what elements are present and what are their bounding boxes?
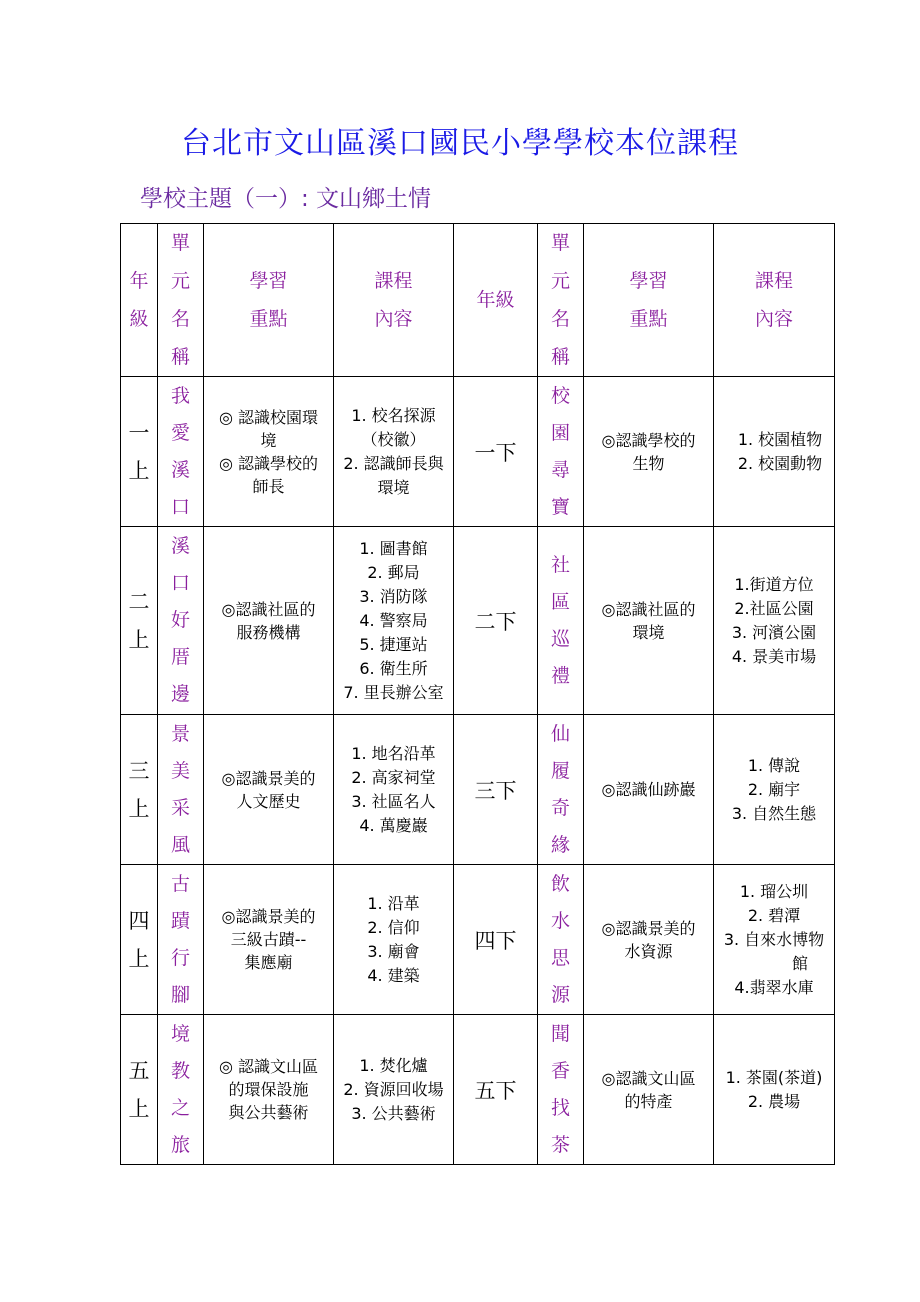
focus-cell-2: ◎認識仙跡巖 [584, 715, 714, 865]
focus-cell-2: ◎認識文山區 的特產 [584, 1015, 714, 1165]
header-grade-2: 年級 [454, 224, 538, 377]
content-cell-2: 1.街道方位 2.社區公園 3. 河濱公園 4. 景美市場 [714, 527, 835, 715]
grade-cell-2: 三下 [454, 715, 538, 865]
focus-cell: ◎認識景美的 人文歷史 [204, 715, 334, 865]
header-content: 課程 內容 [334, 224, 454, 377]
grade-cell-2: 四下 [454, 865, 538, 1015]
header-focus: 學習 重點 [204, 224, 334, 377]
table-header-row [121, 224, 835, 377]
grade-cell-2: 五下 [454, 1015, 538, 1165]
unit-cell: 我 愛 溪 口 [158, 377, 204, 527]
focus-cell: ◎ 認識文山區 的環保設施 與公共藝術 [204, 1015, 334, 1165]
table-row [121, 377, 835, 527]
header-unit-2: 單 元 名 稱 [538, 224, 584, 377]
grade-cell-2: 二下 [454, 527, 538, 715]
content-cell-2: 1. 傳說 2. 廟宇 3. 自然生態 [714, 715, 835, 865]
grade-cell-2: 一下 [454, 377, 538, 527]
header-unit: 單 元 名 稱 [158, 224, 204, 377]
curriculum-table [120, 223, 835, 1165]
unit-cell: 境 教 之 旅 [158, 1015, 204, 1165]
content-cell: 1. 校名探源 （校徽） 2. 認識師長與 環境 [334, 377, 454, 527]
unit-cell-2: 飲 水 思 源 [538, 865, 584, 1015]
unit-cell: 古 蹟 行 腳 [158, 865, 204, 1015]
table-row [121, 527, 835, 715]
grade-cell: 一 上 [121, 377, 158, 527]
unit-cell: 溪 口 好 厝 邊 [158, 527, 204, 715]
content-cell: 1. 沿革 2. 信仰 3. 廟會 4. 建築 [334, 865, 454, 1015]
unit-cell-2: 聞 香 找 茶 [538, 1015, 584, 1165]
content-cell: 1. 地名沿革 2. 高家祠堂 3. 社區名人 4. 萬慶巖 [334, 715, 454, 865]
unit-cell-2: 仙 履 奇 緣 [538, 715, 584, 865]
unit-cell: 景 美 采 風 [158, 715, 204, 865]
grade-cell: 三 上 [121, 715, 158, 865]
focus-cell-2: ◎認識社區的 環境 [584, 527, 714, 715]
table-row [121, 715, 835, 865]
table-row [121, 865, 835, 1015]
content-cell-2: 1. 瑠公圳 2. 碧潭 3. 自來水博物 館 4.翡翠水庫 [714, 865, 835, 1015]
grade-cell: 二 上 [121, 527, 158, 715]
content-cell: 1. 焚化爐 2. 資源回收場 3. 公共藝術 [334, 1015, 454, 1165]
header-grade: 年 級 [121, 224, 158, 377]
header-focus-2: 學習 重點 [584, 224, 714, 377]
content-cell: 1. 圖書館 2. 郵局 3. 消防隊 4. 警察局 5. 捷運站 6. 衛生所 7. 里長辦公室 [334, 527, 454, 715]
grade-cell: 五 上 [121, 1015, 158, 1165]
unit-cell-2: 社 區 巡 禮 [538, 527, 584, 715]
focus-cell-2: ◎認識景美的 水資源 [584, 865, 714, 1015]
content-cell-2: 1. 校園植物 2. 校園動物 [714, 377, 835, 527]
focus-cell: ◎ 認識校園環 境 ◎ 認識學校的 師長 [204, 377, 334, 527]
focus-cell: ◎認識景美的 三級古蹟-- 集應廟 [204, 865, 334, 1015]
header-content-2: 課程 內容 [714, 224, 835, 377]
unit-cell-2: 校 園 尋 寶 [538, 377, 584, 527]
focus-cell-2: ◎認識學校的 生物 [584, 377, 714, 527]
grade-cell: 四 上 [121, 865, 158, 1015]
focus-cell: ◎認識社區的 服務機構 [204, 527, 334, 715]
table-row [121, 1015, 835, 1165]
content-cell-2: 1. 茶園(茶道) 2. 農場 [714, 1015, 835, 1165]
page-subtitle: 學校主題（一）: 文山鄉土情 [140, 186, 432, 212]
page-title: 台北市文山區溪口國民小學學校本位課程 [181, 126, 739, 161]
